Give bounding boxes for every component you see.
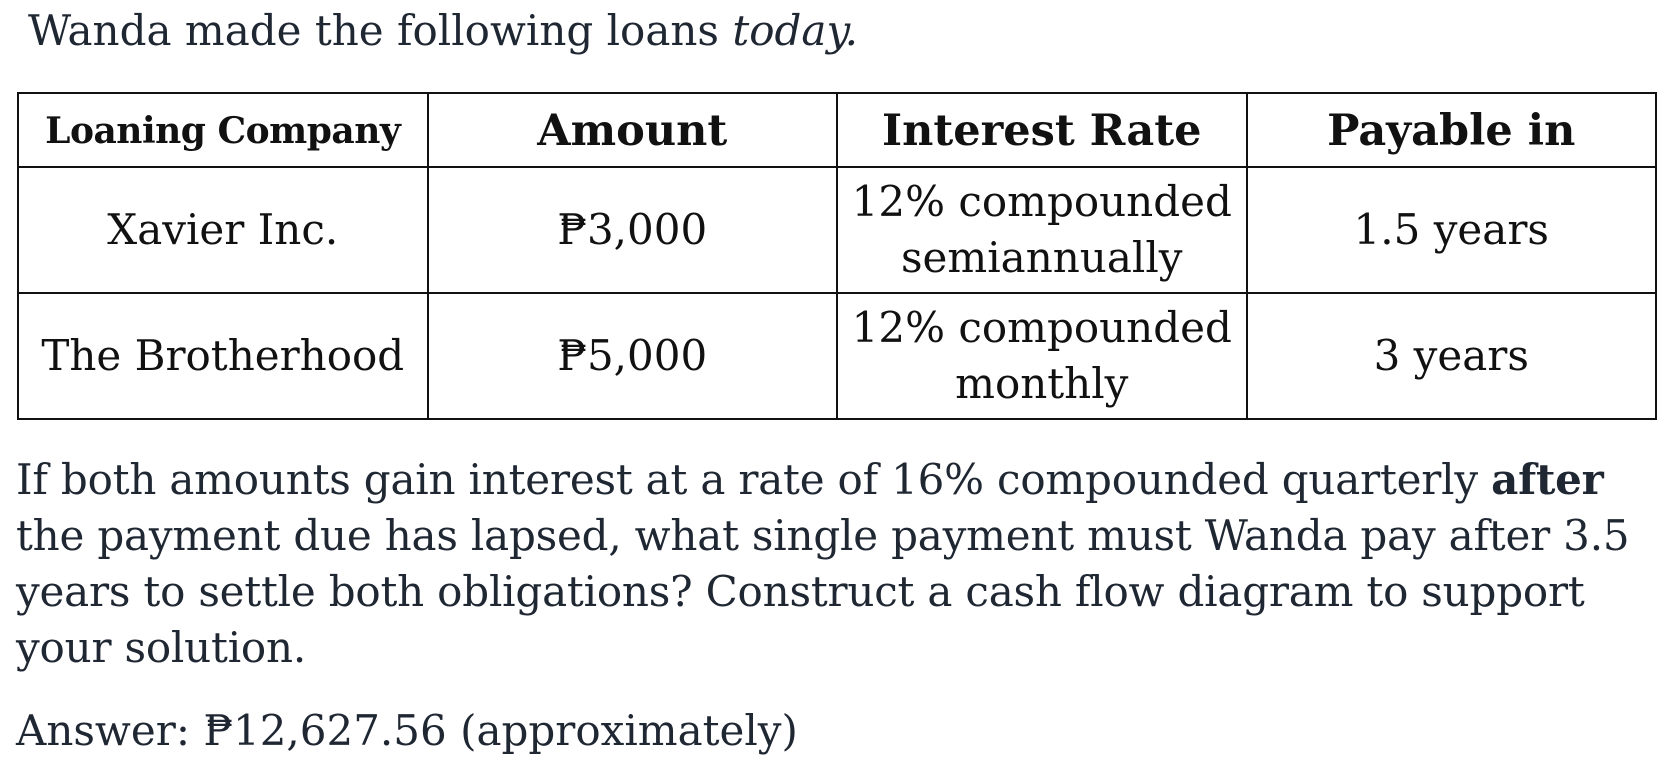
rate-line-1: 12% compounded xyxy=(851,177,1232,226)
header-amount: Amount xyxy=(428,93,838,167)
cell-amount: ₱5,000 xyxy=(428,293,838,419)
cell-interest-rate xyxy=(837,167,1247,293)
header-loaning-company: Loaning Company xyxy=(18,93,428,167)
cell-company: The Brotherhood xyxy=(18,293,428,419)
cell-term: 1.5 years xyxy=(1247,167,1657,293)
loans-table xyxy=(17,92,1657,420)
intro-sentence: Wanda made the following loans xyxy=(28,6,719,55)
table-header-row xyxy=(18,93,1656,167)
header-interest-rate: Interest Rate xyxy=(837,93,1247,167)
header-payable-in: Payable in xyxy=(1247,93,1657,167)
intro-emphasis: today. xyxy=(732,6,858,55)
answer-text: Answer: ₱12,627.56 (approximately) xyxy=(16,706,798,755)
table-row xyxy=(18,293,1656,419)
cell-amount: ₱3,000 xyxy=(428,167,838,293)
question-part-1: If both amounts gain interest at a rate of 16% compounded quarterly xyxy=(16,455,1478,504)
cell-term: 3 years xyxy=(1247,293,1657,419)
question-part-2: the payment due has lapsed, what single payment must Wanda pay after 3.5 years to settle both obligations? Construct a cash flow diagram to support your solution. xyxy=(16,511,1630,672)
question-paragraph xyxy=(16,452,1656,676)
cell-interest-rate xyxy=(837,293,1247,419)
intro-text xyxy=(28,2,858,60)
rate-line-2: semiannually xyxy=(901,233,1183,282)
question-emphasis: after xyxy=(1491,455,1604,504)
table-row xyxy=(18,167,1656,293)
cell-company: Xavier Inc. xyxy=(18,167,428,293)
rate-line-1: 12% compounded xyxy=(851,303,1232,352)
rate-line-2: monthly xyxy=(955,359,1129,408)
